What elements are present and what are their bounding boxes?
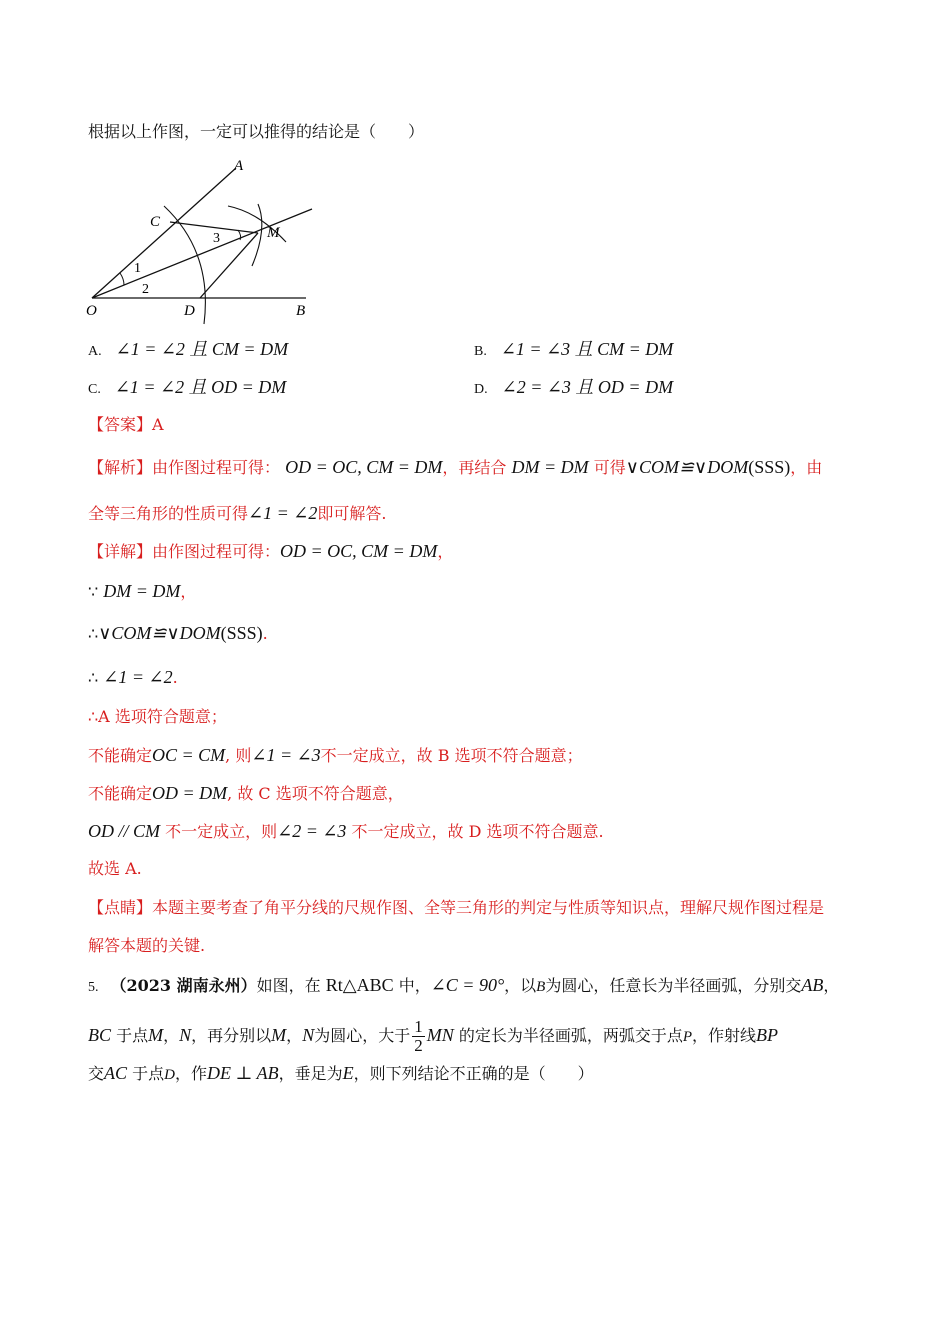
detail-line-6 [88,744,583,767]
q5-math: B [536,979,546,995]
detail-text: , 则 [225,746,252,765]
detail-math: OD = OC, CM = DM [280,541,438,561]
answer-line [88,414,164,436]
q5-text: 的定长为半径画弧，两弧交于点 [458,1026,683,1045]
point-label-a: A [234,158,244,174]
detail-line-2 [88,580,196,603]
answer-value: A [152,415,164,434]
angle-label-1: 1 [134,261,141,276]
q5-text: ，以 [504,976,537,995]
option-b[interactable] [474,338,673,363]
detail-text: . [172,668,178,687]
detail-line-8 [88,820,604,843]
analysis-math: (SSS) [748,457,791,477]
option-b-label: B. [474,344,487,359]
analysis-math: ∠1 = ∠2 [248,503,318,523]
fraction-numerator: 1 [414,1017,423,1036]
q5-text: 交 [88,1064,105,1083]
q5-math: BC [88,1025,112,1045]
detail-math: ∠2 = ∠3 [277,821,347,841]
q5-text: ，再分别以 [191,1026,272,1045]
detail-tag: 【详解】 [88,542,153,561]
point-label-o: O [86,303,97,319]
detail-text: 不一定成立，故 D 选项不符合题意. [351,822,604,841]
detail-text: ， [180,582,197,601]
q5-math: ∠C = 90° [430,975,505,995]
q5-line-2 [88,1018,778,1055]
q5-math: AB [801,975,824,995]
detail-math: OD // CM [88,821,160,841]
q5-math: AC [104,1063,128,1083]
detail-math: ∠1 = ∠3 [251,745,321,765]
q5-line-1 [88,974,839,999]
analysis-line-1 [88,456,822,479]
q5-math: P [682,1029,692,1045]
q5-text: 为圆心，大于 [314,1026,411,1045]
detail-math: OC = CM [152,745,226,765]
detail-text: , 故 C 选项不符合题意， [227,784,404,803]
analysis-text: ，由 [790,458,823,477]
option-b-text: ∠1 = ∠3 且 CM = DM [500,339,674,359]
analysis-text: 由作图过程可得： [152,458,281,477]
analysis-text: 即可解答. [317,504,387,523]
option-a[interactable] [88,338,288,363]
detail-line-5: ∴A 选项符合题意； [88,707,227,726]
q5-text: ，作 [174,1064,207,1083]
angle-bisector-figure [80,152,330,327]
comment-text: 本题主要考查了角平分线的尺规作图、全等三角形的判定与性质等知识点，理解尺规作图过程是 [152,898,825,917]
option-c-text: ∠1 = ∠2 且 OD = DM [114,377,287,397]
ray-om [92,209,312,298]
detail-math: OD = DM [152,783,228,803]
analysis-tag: 【解析】 [88,458,153,477]
q5-text: 为圆心，任意长为半径画弧，分别交 [545,976,802,995]
detail-text: 不能确定 [88,784,153,803]
q5-math: D [164,1067,175,1083]
therefore-symbol: ∴ [88,668,99,687]
q5-math: MN [426,1025,454,1045]
q5-text: 于点 [116,1026,149,1045]
detail-line-1 [88,540,453,563]
angle-label-3: 3 [213,231,220,246]
angle-mark-1 [120,273,124,285]
q5-math: N [302,1025,315,1045]
option-d[interactable] [474,376,673,401]
q5-text: 于点 [132,1064,165,1083]
detail-line-7 [88,782,404,805]
analysis-text: 可得 [593,458,626,477]
q5-math: Rt△ABC [325,975,394,995]
option-c-label: C. [88,382,101,397]
half-fraction [412,1018,425,1055]
q5-math: M [271,1025,287,1045]
option-a-text: ∠1 = ∠2 且 CM = DM [115,339,289,359]
detail-line-3 [88,622,268,645]
option-c[interactable] [88,376,286,401]
q5-math: E [342,1063,354,1083]
q5-line-3 [88,1062,594,1086]
analysis-text: ，再结合 [442,458,507,477]
detail-text: ， [437,542,454,561]
therefore-symbol: ∴ [88,624,99,643]
point-label-m: M [267,225,280,241]
detail-text: 由作图过程可得： [152,542,281,561]
detail-text: 不一定成立，则 [165,822,278,841]
option-d-text: ∠2 = ∠3 且 OD = DM [501,377,674,397]
q5-math: DE ⊥ AB [207,1063,279,1083]
answer-tag: 【答案】 [88,415,153,434]
detail-math: DM = DM [103,581,181,601]
detail-line-9: 故选 A. [88,859,142,878]
analysis-math: OD = OC, CM = DM [285,457,443,477]
question-stem: 根据以上作图，一定可以推得的结论是（ ） [88,122,425,141]
q5-source: （2023 湖南永州） [110,976,257,995]
because-symbol: ∵ [88,582,99,601]
comment-tag: 【点睛】 [88,898,153,917]
point-label-b: B [296,303,306,319]
q5-math: N [179,1025,192,1045]
q5-text: ， [823,976,840,995]
q5-text: ，垂足为 [278,1064,343,1083]
option-d-label: D. [474,382,488,397]
q5-text: ， [163,1026,180,1045]
detail-math: ∠1 = ∠2 [103,667,173,687]
point-label-d: D [184,303,195,319]
detail-text: 不一定成立，故 B 选项不符合题意； [320,746,583,765]
detail-math: (SSS) [220,623,263,643]
detail-text: . [262,624,268,643]
analysis-math: DM = DM [511,457,589,477]
comment-line-2: 解答本题的关键. [88,936,206,955]
q5-text: 中， [398,976,431,995]
analysis-line-2 [88,502,386,525]
point-label-c: C [150,214,161,230]
analysis-math: ∨COM≌∨DOM [625,457,749,477]
option-a-label: A. [88,344,102,359]
detail-math: ∨COM≌∨DOM [98,623,221,643]
detail-line-4 [88,666,178,689]
q5-text: 如图，在 [256,976,321,995]
q5-text: ，作射线 [692,1026,757,1045]
q5-math: BP [756,1025,779,1045]
q5-math: M [148,1025,164,1045]
detail-text: 不能确定 [88,746,153,765]
fraction-denominator: 2 [414,1036,423,1055]
angle-label-2: 2 [142,282,149,297]
analysis-text: 全等三角形的性质可得 [88,504,249,523]
q5-text: ， [286,1026,303,1045]
q5-text: ，则下列结论不正确的是（ ） [353,1064,594,1083]
q5-number: 5. [88,980,99,995]
comment-line-1 [88,897,824,919]
